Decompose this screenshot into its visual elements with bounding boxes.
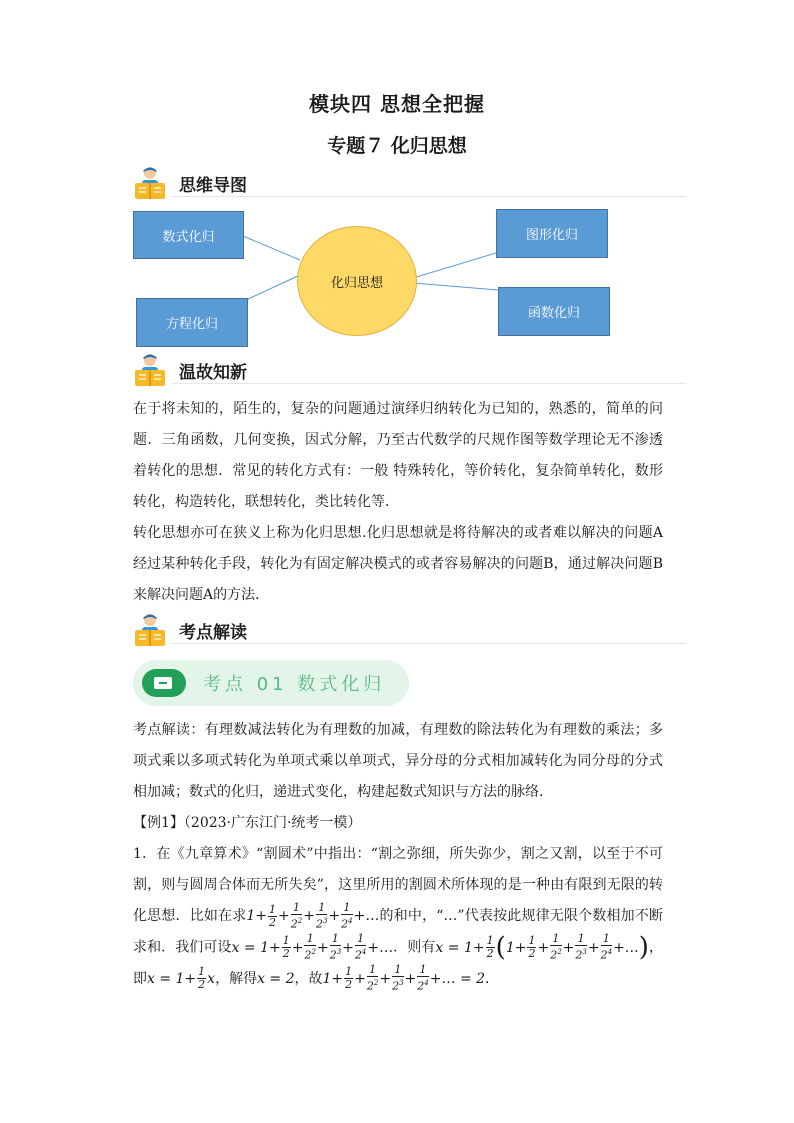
- mindmap-connectors: [0, 0, 794, 400]
- review-paragraph-1: 在于将未知的，陌生的，复杂的问题通过演绎归纳转化为已知的，熟悉的，简单的问题．三角函数，几何变换，因式分解，乃至古代数学的尺规作图等数学理论无不渗透着转化的思想．常见的转化方式有：一般 特殊转化，等价转化，复杂简单转化，数形转化，构造转化，联想转化，类比转化等．: [133, 401, 663, 510]
- formula-x-factored: x = 1+ $\frac{1}{2}$ (1+ $\frac{1}{2}$ + $\frac{1}{2^2}$ + $\frac{1}{2^3}$ + $\frac{1}{2^4}$ +…): [435, 932, 649, 962]
- section-header-analysis: [133, 612, 686, 648]
- divider: [171, 383, 686, 384]
- section-title: 思维导图: [179, 176, 247, 196]
- section-header-review: [133, 352, 686, 388]
- folder-icon: [142, 669, 186, 697]
- formula-x-solution: x = 2: [257, 970, 295, 987]
- mindmap-node-geometry: 图形化归: [496, 209, 608, 258]
- analysis-text: [133, 715, 663, 995]
- section-title: 温故知新: [179, 363, 247, 383]
- example-question: 1．在《九章算术》“割圆术”中指出：“割之弥细，所失弥少，割之又割，以至于不可割，则与圆周合体而无所失矣”，这里所用的割圆术所体现的是一种由有限到无限的转化思想．比如在求1+ $\frac{1}{2}$ + $\frac{1}{2^2}$ + $\frac{1}{2^3}$ + $\frac{1}{2^4}$ +…的和中，“…”代表按此规律无限个数相加不断求和．我们可设x = 1+ $\frac{1}{2}$ + $\frac{1}{2^2}$ + $\frac{1}{2^3}$ + $\frac{1}{2^4}$ +…．则有x = 1+ $\frac{1}{2}$ (1+ $\frac{1}{2}$ + $\frac{1}{2^2}$ + $\frac{1}{2^3}$ + $\frac{1}{2^4}$ +…)，即x = 1+ $\frac{1}{2}$ x，解得x = 2，故1+ $\frac{1}{2}$ + $\frac{1}{2^2}$ + $\frac{1}{2^3}$ + $\frac{1}{2^4}$ +… = 2．: [133, 846, 664, 993]
- formula-x-eq: x = 1+ $\frac{1}{2}$ x: [147, 965, 216, 991]
- mindmap-center: 化归思想: [297, 226, 417, 336]
- topic-title: 专题７ 化归思想: [327, 135, 467, 157]
- review-paragraph-2: 转化思想亦可在狭义上称为化归思想.化归思想就是将待解决的或者难以解决的问题A经过某种转化手段，转化为有固定解决模式的或者容易解决的问题B，通过解决问题B来解决问题A的方法．: [133, 525, 663, 603]
- section-title: 考点解读: [179, 623, 247, 643]
- module-title: 模块四 思想全把握: [309, 92, 485, 116]
- reader-icon: [133, 612, 169, 648]
- topic-badge: [133, 660, 409, 706]
- analysis-paragraph: 考点解读：有理数减法转化为有理数的加减，有理数的除法转化为有理数的乘法；多项式乘以多项式转化为单项式乘以单项式，异分母的分式相加减转化为同分母的分式相加减；数式的化归，递进式变化，构建起数式知识与方法的脉络．: [133, 722, 663, 800]
- formula-sum-result: 1+ $\frac{1}{2}$ + $\frac{1}{2^2}$ + $\frac{1}{2^3}$ + $\frac{1}{2^4}$ +… = 2: [322, 963, 486, 993]
- example-label: 【例1】（2023·广东江门·统考一模）: [133, 815, 362, 831]
- mindmap-node-equation: 方程化归: [136, 298, 248, 347]
- divider: [171, 643, 686, 644]
- reader-icon: [133, 352, 169, 388]
- formula-x-def: x = 1+ $\frac{1}{2}$ + $\frac{1}{2^2}$ + $\frac{1}{2^3}$ + $\frac{1}{2^4}$ +…: [231, 932, 394, 962]
- formula-series: 1+ $\frac{1}{2}$ + $\frac{1}{2^2}$ + $\frac{1}{2^3}$ + $\frac{1}{2^4}$ +…: [246, 900, 380, 931]
- mindmap-node-function: 函数化归: [498, 287, 610, 336]
- mindmap-node-numeric: 数式化归: [133, 211, 244, 259]
- badge-label: 考点 01 数式化归: [203, 674, 386, 695]
- review-text: [133, 394, 663, 611]
